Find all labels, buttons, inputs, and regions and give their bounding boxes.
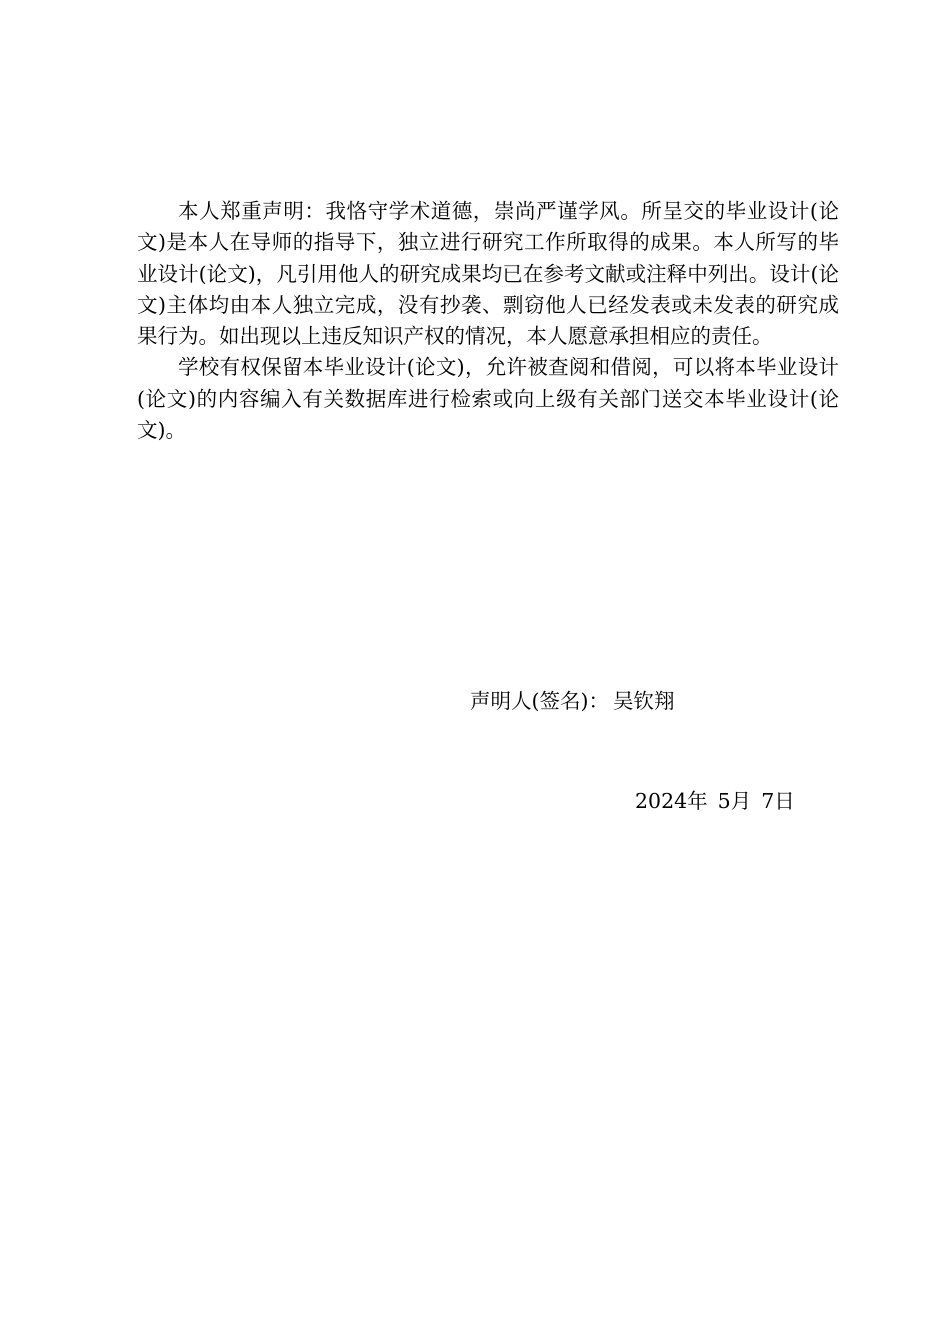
signature-label: 声明人(签名)： xyxy=(470,689,609,713)
date-day: 7 xyxy=(761,789,775,813)
declaration-date xyxy=(635,786,795,816)
signature-name: 吴钦翔 xyxy=(613,689,675,713)
declaration-body xyxy=(137,196,839,446)
declaration-paragraph-integrity: 本人郑重声明：我恪守学术道德，崇尚严谨学风。所呈交的毕业设计(论文)是本人在导师的指导下，独立进行研究工作所取得的成果。本人所写的毕业设计(论文)，凡引用他人的研究成果均已在参考文献或注释中列出。设计(论文)主体均由本人独立完成，没有抄袭、剽窃他人已经发表或未发表的研究成果行为。如出现以上违反知识产权的情况，本人愿意承担相应的责任。 xyxy=(137,199,839,349)
date-year: 2024 xyxy=(635,789,688,813)
signature-line xyxy=(470,686,675,716)
date-year-unit: 年 xyxy=(687,789,708,813)
date-day-unit: 日 xyxy=(774,789,795,813)
date-month: 5 xyxy=(717,789,731,813)
date-month-unit: 月 xyxy=(730,789,752,813)
declaration-paragraph-rights: 学校有权保留本毕业设计(论文)，允许被查阅和借阅，可以将本毕业设计(论文)的内容编入有关数据库进行检索或向上级有关部门送交本毕业设计(论文)。 xyxy=(137,355,839,443)
